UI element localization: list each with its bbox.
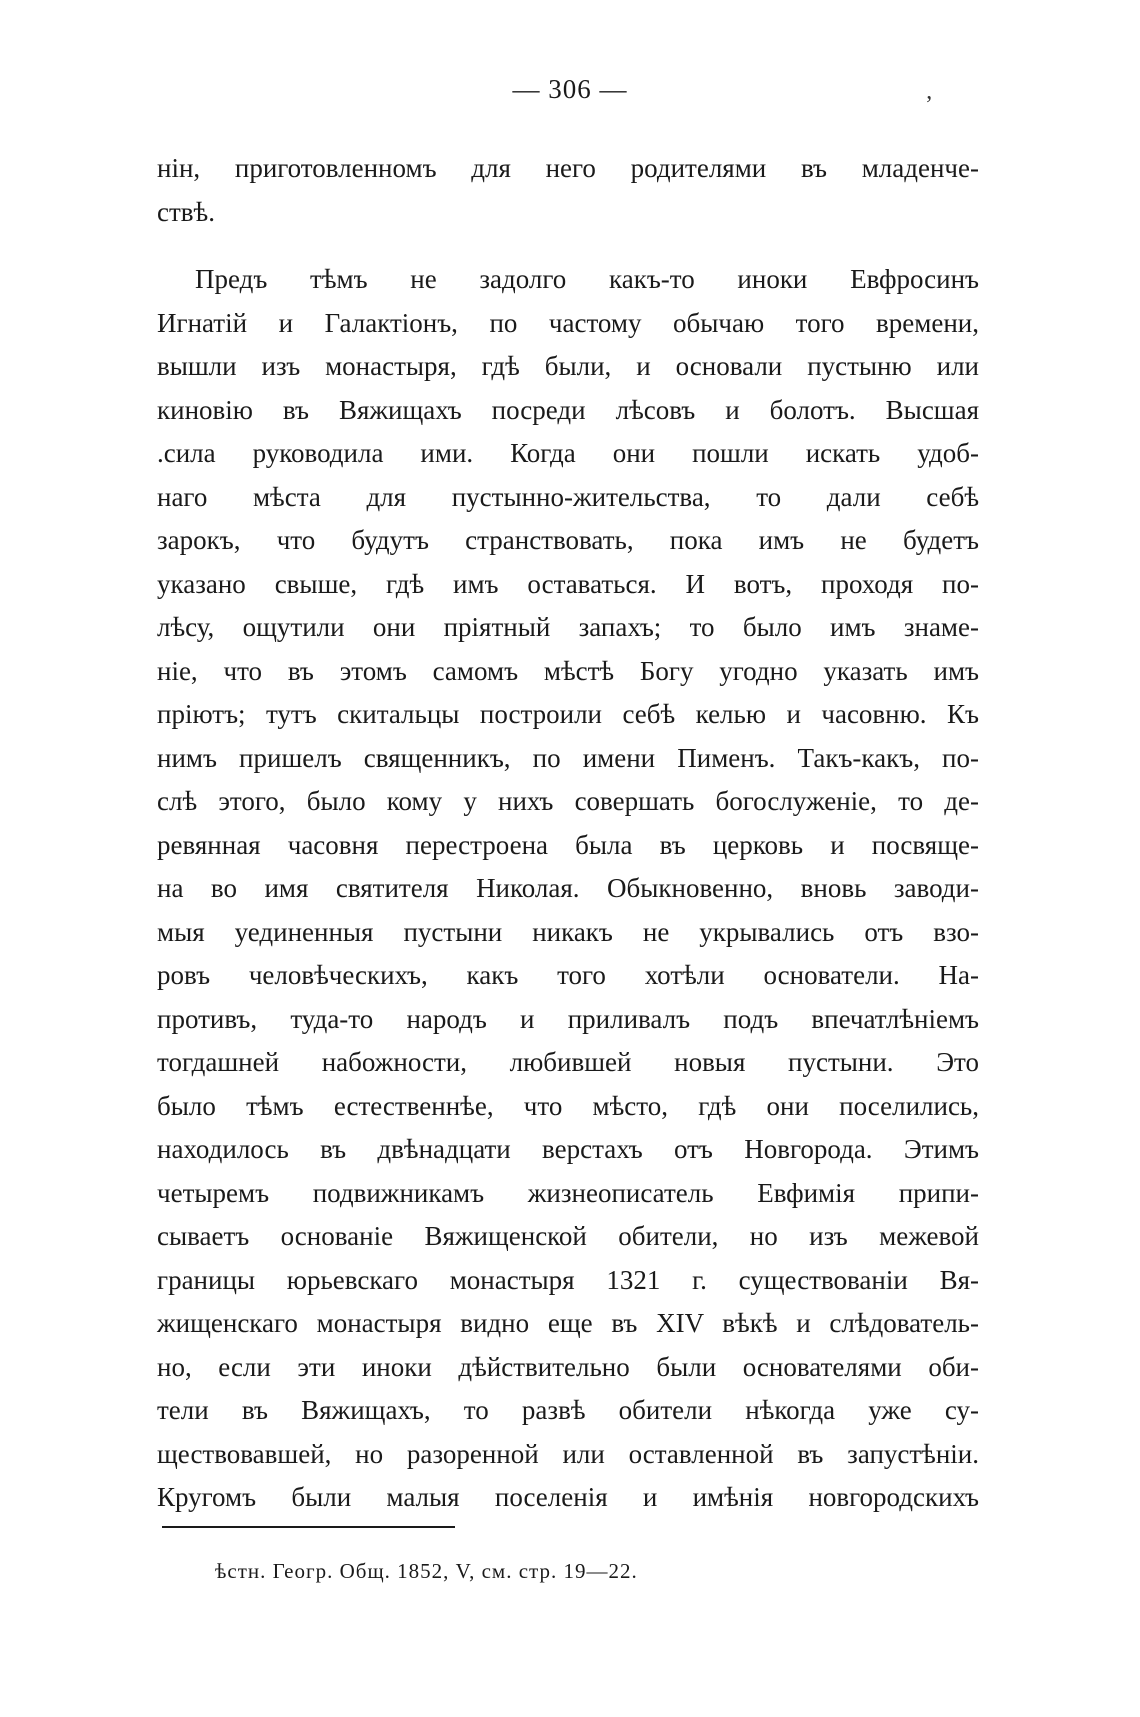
text-line: пріютъ; тутъ скитальцы построили себѣ келью и часовню. Къ (157, 699, 979, 729)
text-line: ревянная часовня перестроена была въ церковь и посвяще- (157, 829, 979, 860)
text-line: на во имя святителя Николая. Обыкновенно, вновь заводи- (157, 873, 979, 903)
text-line: вышли изъ монастыря, гдѣ были, и основали пустыню или (157, 351, 979, 381)
text-line: указано свыше, гдѣ имъ оставаться. И вотъ, проходя по- (157, 568, 979, 599)
text-line: .сила руководила ими. Когда они пошли искать удоб- (157, 438, 979, 468)
text-line: границы юрьевскаго монастыря 1321 г. существованіи Вя- (157, 1264, 979, 1295)
text-line: Кругомъ были малыя поселенія и имѣнія новгородскихъ (157, 1482, 979, 1512)
text-line: нимъ пришелъ священникъ, по имени Пименъ. Такъ-какъ, по- (157, 742, 979, 773)
text-line: зарокъ, что будутъ странствовать, пока имъ не будетъ (157, 525, 979, 555)
text-line: жищенскаго монастыря видно еще въ XIV вѣкѣ и слѣдователь- (157, 1308, 979, 1338)
text-line: киновію въ Вяжищахъ посреди лѣсовъ и болотъ. Высшая (157, 394, 979, 425)
footnote: ѣстн. Геогр. Общ. 1852, V, см. стр. 19—22. (215, 1559, 638, 1583)
text-line: сываетъ основаніе Вяжищенской обители, но изъ межевой (157, 1221, 979, 1251)
stray-ink-mark: ʼ (925, 92, 933, 118)
footnote-divider (162, 1526, 455, 1528)
text-line: ствѣ. (157, 196, 215, 227)
text-line: но, если эти иноки дѣйствительно были основателями оби- (157, 1351, 979, 1382)
paragraph-gap (157, 234, 979, 258)
text-line: наго мѣста для пустынно-жительства, то дали себѣ (157, 481, 979, 512)
text-line: Игнатій и Галактіонъ, по частому обычаю того времени, (157, 307, 979, 338)
text-line: нін, приготовленномъ для него родителями въ младенче- (157, 153, 979, 183)
text-line: ніе, что въ этомъ самомъ мѣстѣ Богу угодно указать имъ (157, 655, 979, 686)
text-line: тели въ Вяжищахъ, то развѣ обители нѣкогда уже су- (157, 1395, 979, 1425)
text-line: противъ, туда-то народъ и приливалъ подъ впечатлѣніемъ (157, 1003, 979, 1034)
text-line: тогдашней набожности, любившей новыя пустыни. Это (157, 1047, 979, 1077)
text-line: четыремъ подвижникамъ жизнеописатель Евфимія припи- (157, 1177, 979, 1208)
body-text (157, 147, 979, 1520)
text-line: находилось въ двѣнадцати верстахъ отъ Новгорода. Этимъ (157, 1134, 979, 1164)
text-line: Предъ тѣмъ не задолго какъ-то иноки Евфросинъ (195, 264, 979, 294)
text-line: ществовавшей, но разоренной или оставленной въ запустѣніи. (157, 1438, 979, 1469)
text-line: мыя уединенныя пустыни никакъ не укрывались отъ взо- (157, 916, 979, 947)
text-line: было тѣмъ естественнѣе, что мѣсто, гдѣ они поселились, (157, 1090, 979, 1121)
text-line: ровъ человѣческихъ, какъ того хотѣли основатели. На- (157, 960, 979, 990)
text-line: слѣ этого, было кому у нихъ совершать богослуженіе, то де- (157, 786, 979, 816)
page-number: — 306 — (512, 74, 628, 104)
text-line: лѣсу, ощутили они пріятный запахъ; то было имъ знаме- (157, 612, 979, 642)
